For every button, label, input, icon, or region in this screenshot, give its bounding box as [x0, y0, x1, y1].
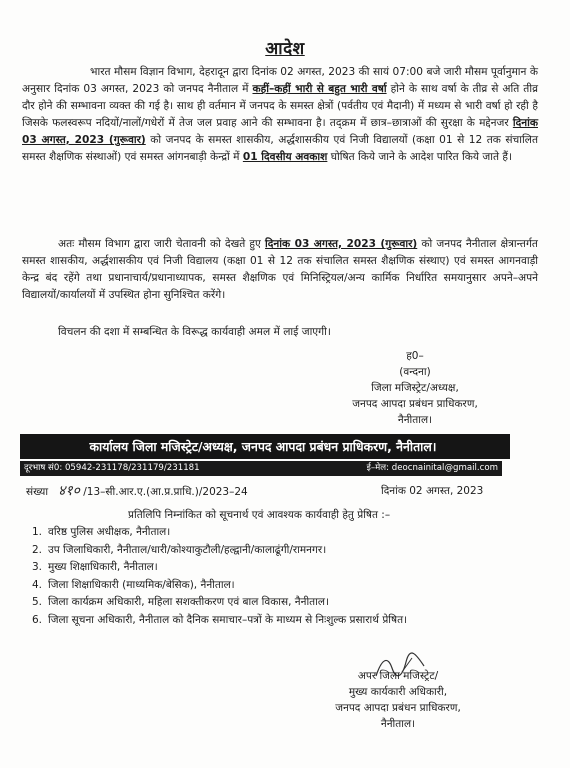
- para2-highlight-date: दिनांक 03 अगस्त, 2023 (गुरूवार): [265, 238, 418, 250]
- contact-strip: [20, 461, 502, 476]
- adm-designation: अपर जिला मजिस्ट्रेट/: [357, 670, 439, 682]
- signature-block-dm: [320, 348, 510, 428]
- order-title: आदेश: [265, 39, 305, 59]
- order-paragraph-2: [22, 236, 538, 304]
- banner-edge: [506, 434, 510, 459]
- para1-highlight-holiday: 01 दिवसीय अवकाश: [242, 151, 328, 163]
- para2-text-c: को जनपद नैनीताल क्षेत्रान्तर्गत समस्त शासकीय, अर्द्धशासकीय एवं निजी विद्यालय (कक्षा 01 से 12 तक संचालित समस्त शैक्षणिक संस्थाए) एवं समस्त आगनवाड़ी केन्द्र बंद रहेंगे तथा प्रधानाचार्य/प्रधानाध्यापक, समस्त शैक्षणिक एवं मिनिस्ट्रियल/अन्य कार्मिक निर्धारित समयानुसार अपने–अपने विद्यालयों/कार्यालयों में उपस्थित होना सुनिश्चित करेंगे।: [22, 238, 538, 301]
- list-item: 4. जिला शिक्षाधिकारी (माध्यमिक/बेसिक), नैनीताल।: [32, 578, 235, 591]
- order-paragraph-1: [22, 64, 538, 166]
- list-item: 1. वरिष्ठ पुलिस अधीक्षक, नैनीताल।: [32, 526, 171, 538]
- office-header-banner: कार्यालय जिला मजिस्ट्रेट/अध्यक्ष, जनपद आपदा प्रबंधन प्राधिकरण, नैनीताल।: [20, 434, 506, 459]
- list-item: 5. जिला कार्यक्रम अधिकारी, महिला सशक्तीकरण एवं बाल विकास, नैनीताल।: [32, 596, 329, 608]
- order-paragraph-3: विचलन की दशा में सम्बन्धित के विरूद्ध कार्यवाही अमल में लाई जाएगी।: [58, 326, 331, 338]
- list-item: 6. जिला सूचना अधिकारी, नैनीताल को दैनिक समाचार–पत्रों के माध्यम से निःशुल्क प्रसारार्थ प्रेषित।: [32, 613, 408, 626]
- list-item: 3. मुख्य शिक्षाधिकारी, नैनीताल।: [32, 561, 158, 573]
- list-item: 2. उप जिलाधिकारी, नैनीताल/धारी/कोश्याकुटौली/हल्द्वानी/कालाढूंगी/रामनगर।: [32, 543, 327, 556]
- para1-text-e: को जनपद के समस्त शासकीय, अर्द्धशासकीय एवं निजी विद्यालयों (कक्षा 01 से 12 तक संचालित समस्त शैक्षणिक संस्थाओं) एवं समस्त आंगनबाड़ी केन्द्रों में: [22, 134, 538, 163]
- reference-suffix: /13–सी.आर.ए.(आ.प्र.प्राधि.)/2023–24: [83, 486, 248, 498]
- para1-text-g: घोषित किये जाने के आदेश पारित किये जाते हैं।: [327, 151, 513, 163]
- para1-text-a: भारत मौसम विज्ञान विभाग, देहरादून द्वारा दिनांक 02 अगस्त, 2023 की सायं 07:00 बजे जारी मौसम पूर्वानुमान के अनुसार दिनांक 03 अगस्त, 2023 को जनपद नैनीताल में: [22, 66, 538, 95]
- signatory-authority: जनपद आपदा प्रबंधन प्राधिकरण,: [352, 398, 478, 410]
- adm-role: मुख्य कार्यकारी अधिकारी,: [348, 686, 448, 698]
- phone-number: दूरभाष सं0: 05942-231178/231179/231181: [24, 463, 200, 473]
- signed-mark: ह0–: [406, 350, 424, 362]
- para1-text-c: होने के साथ वर्षा के तीव्र से अति तीव्र दौर होने की सम्भावना व्यक्त की गई है। साथ ही वर्तमान में जनपद के समस्त क्षेत्रों (पर्वतीय एवं मैदानी) में मध्यम से भारी वर्षा हो रही है जिसके फलस्वरूप नदियों/नालों/गधेरों में तेज जल प्रवाह आने की सम्भावना है। तद्क्रम में छात्र–छात्राओं की सुरक्षा के मद्देनजर: [22, 83, 538, 129]
- para1-highlight-date: दिनांक 03 अगस्त, 2023 (गुरूवार): [22, 117, 538, 146]
- recipient-list: [22, 524, 542, 629]
- reference-date: दिनांक 02 अगस्त, 2023: [381, 485, 484, 497]
- signatory-name: (वन्दना): [399, 366, 431, 378]
- signatory-designation: जिला मजिस्ट्रेट/अध्यक्ष,: [371, 382, 459, 394]
- adm-authority: जनपद आपदा प्रबंधन प्राधिकरण,: [335, 702, 461, 714]
- adm-place: नैनीताल।: [380, 718, 416, 730]
- para2-text-a: अतः मौसम विभाग द्वारा जारी चेतावनी को देखते हुए: [58, 238, 266, 250]
- para1-highlight-rainfall: कहीं–कहीं भारी से बहुत भारी वर्षा: [252, 83, 387, 95]
- signatory-place: नैनीताल।: [397, 414, 433, 426]
- reference-number: [26, 483, 248, 500]
- handwritten-number: ४१०: [58, 483, 80, 499]
- email-address: ई–मेल: deocnainital@gmail.com: [366, 463, 498, 473]
- signature-block-adm: [298, 668, 498, 732]
- copy-forward-line: प्रतिलिपि निम्नांकित को सूचनार्थ एवं आवश्यक कार्यवाही हेतु प्रेषित :–: [128, 509, 391, 521]
- reference-label: संख्या: [26, 486, 49, 498]
